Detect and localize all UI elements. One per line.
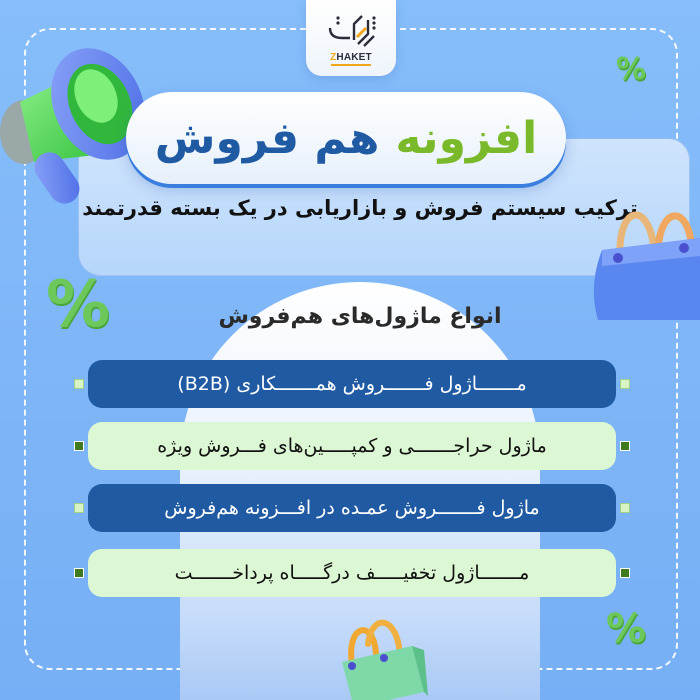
bullet-icon bbox=[74, 503, 84, 513]
module-item-label: مـــــــاژول تخفیـــــف درگـــــاه پرداخـــــــت bbox=[174, 562, 530, 584]
module-item-payment-discount[interactable] bbox=[88, 549, 616, 597]
title-pill bbox=[126, 92, 566, 184]
bullet-icon bbox=[74, 379, 84, 389]
bullet-icon bbox=[620, 441, 630, 451]
module-item-label: ماژول حراجـــــــی و کمپـــــین‌های فـــروش ویژه bbox=[157, 435, 547, 457]
bullet-icon bbox=[620, 379, 630, 389]
percent-icon: % bbox=[46, 268, 111, 342]
bullet-icon bbox=[74, 441, 84, 451]
bullet-icon bbox=[620, 503, 630, 513]
logo-wordmark-rest: HAKET bbox=[336, 52, 372, 63]
module-item-label: مـــــــاژول فـــــــروش همـــــــکاری (B2B) bbox=[177, 373, 527, 395]
title-blue-part: هم فروش bbox=[154, 112, 380, 164]
bullet-icon bbox=[620, 568, 630, 578]
logo-wordmark-prefix: Z bbox=[330, 52, 337, 63]
bullet-icon bbox=[74, 568, 84, 578]
module-item-b2b[interactable] bbox=[88, 360, 616, 408]
percent-icon: % bbox=[606, 606, 647, 652]
section-heading: انواع ماژول‌های هم‌فروش bbox=[218, 304, 502, 329]
module-item-wholesale[interactable] bbox=[88, 484, 616, 532]
module-item-label: ماژول فـــــــروش عمـده در افـــزونه هم‌فروش bbox=[164, 497, 540, 519]
title-green-part: افزونه bbox=[395, 112, 538, 164]
zhaket-logo[interactable] bbox=[306, 0, 396, 76]
shopping-bag-blue-icon bbox=[588, 186, 700, 320]
subtitle: ترکیب سیستم فروش و بازاریابی در یک بسته قدرتمند bbox=[82, 196, 638, 220]
shopping-bag-green-icon bbox=[332, 612, 428, 700]
zhaket-logo-icon bbox=[324, 10, 378, 50]
logo-wordmark bbox=[330, 52, 372, 63]
module-item-auction[interactable] bbox=[88, 422, 616, 470]
logo-underline bbox=[331, 64, 371, 66]
percent-icon: % bbox=[616, 52, 647, 87]
